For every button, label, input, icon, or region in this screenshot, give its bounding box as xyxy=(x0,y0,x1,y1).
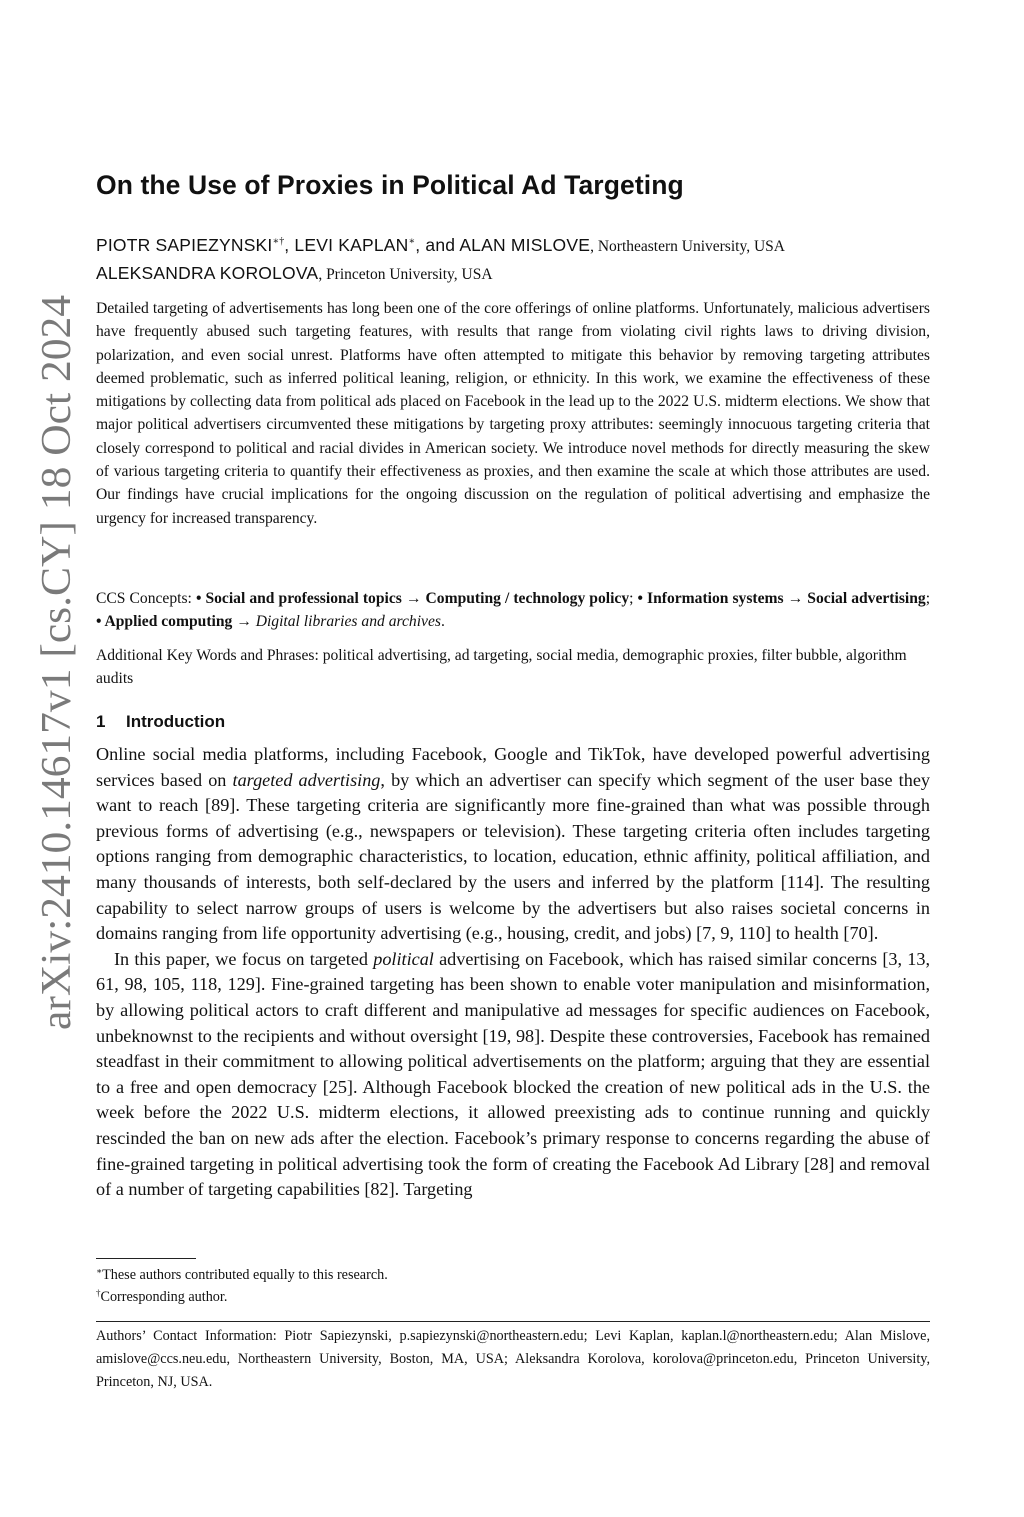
ccs-label: CCS Concepts: xyxy=(96,590,196,607)
contact-rule xyxy=(96,1321,930,1322)
author-affiliation: , Princeton University, USA xyxy=(318,266,493,283)
section-heading xyxy=(96,712,225,732)
ccs-concepts xyxy=(96,587,930,634)
author-separator: , and xyxy=(415,235,460,255)
ccs-arrow: → xyxy=(783,590,808,607)
ccs-end: . xyxy=(440,613,445,631)
author-marks: ∗ xyxy=(408,236,416,247)
author-name: ALAN MISLOVE xyxy=(459,235,591,255)
paragraph-text: In this paper, we focus on targeted xyxy=(114,948,374,969)
author-line-1 xyxy=(96,232,930,260)
section-title: Introduction xyxy=(126,712,226,731)
author-marks: ∗† xyxy=(272,236,285,247)
paragraph xyxy=(96,947,930,1203)
paragraph-emphasis: political xyxy=(373,948,434,969)
author-separator: , xyxy=(284,235,295,255)
author-affiliation: , Northeastern University, USA xyxy=(590,238,785,255)
footnote-rule xyxy=(96,1258,196,1259)
arxiv-identifier-stamp xyxy=(20,290,90,1050)
footnote xyxy=(96,1286,930,1308)
footnotes xyxy=(96,1264,930,1308)
abstract: Detailed targeting of advertisements has long been one of the core offerings of online platforms. Unfortunately, malicious advertisers have frequently abused such targeting features, with results that range from violating civil rights laws to driving division, polarization, and even social unrest. Platforms have often attempted to mitigate this behavior by removing targeting attributes deemed problematic, such as inferred political leaning, religion, or ethnicity. In this work, we examine the effectiveness of these mitigations by collecting data from political ads placed on Facebook in the lead up to the 2022 U.S. midterm elections. We show that major political advertisers circumvented these mitigations by targeting proxy attributes: seemingly innocuous targeting criteria that closely correspond to political and racial divides in American society. We introduce novel methods for directly measuring the skew of various targeting criteria to quantify their effectiveness as proxies, and then examine the scale at which those attributes are used. Our findings have crucial implications for the ongoing discussion on the regulation of political advertising and emphasize the urgency for increased transparency. xyxy=(96,300,930,527)
footnote-text: These authors contributed equally to this research. xyxy=(102,1267,388,1283)
ccs-term: • Information systems xyxy=(637,590,784,607)
author-name: ALEKSANDRA KOROLOVA xyxy=(96,263,319,283)
section-number: 1 xyxy=(96,712,106,731)
paragraph xyxy=(96,742,930,947)
ccs-term: • Applied computing xyxy=(96,613,233,631)
ccs-term-italic: Digital libraries and archives xyxy=(255,613,441,631)
footnote-mark: † xyxy=(96,1288,101,1298)
paragraph-text: Online social media platforms, including Facebook, Google and TikTok, have developed powerful advertising services based on xyxy=(96,744,930,790)
paragraph-text: , by which an advertiser can specify which segment of the user base they want to reach [89]. These targeting criteria are significantly more fine-grained than what was possible through previous forms of advertising (e.g., newspapers or television). These targeting criteria often includes targeting options ranging from demographic characteristics, to location, education, ethnic affinity, political affiliation, and many thousands of interests, both self-declared by the users and inferred by the platform [114]. The resulting capability to select narrow groups of users is welcome by the advertisers but also raises societal concerns in domains ranging from life opportunity advertising (e.g., housing, credit, and jobs) [7, 9, 110] to health [70]. xyxy=(96,769,930,944)
keywords: Additional Key Words and Phrases: political advertising, ad targeting, social media, demographic proxies, filter bubble, algorithm audits xyxy=(96,647,907,688)
paragraph-emphasis: targeted advertising xyxy=(232,769,381,790)
ccs-separator: ; xyxy=(925,590,931,607)
ccs-term: • Social and professional topics xyxy=(195,590,402,607)
footnote-text: Corresponding author. xyxy=(100,1289,228,1305)
paper-title: On the Use of Proxies in Political Ad Targeting xyxy=(96,170,684,200)
ccs-separator: ; xyxy=(629,590,638,607)
author-name: LEVI KAPLAN xyxy=(294,235,409,255)
ccs-arrow: → xyxy=(232,613,256,631)
footnote-mark: ∗ xyxy=(96,1266,103,1276)
author-name: PIOTR SAPIEZYNSKI xyxy=(96,235,273,255)
ccs-term: Social advertising xyxy=(807,590,926,607)
arxiv-stamp-text: arXiv:2410.14617v1 [cs.CY] 18 Oct 2024 xyxy=(34,320,80,1030)
author-line-2 xyxy=(96,260,930,288)
paragraph-text: advertising on Facebook, which has raised similar concerns [3, 13, 61, 98, 105, 118, 129]. Fine-grained targeting has been shown to enable voter manipulation and misinformation, by allowing political actors to craft different and manipulative ad messages for specific audiences on Facebook, unbeknownst to the recipients and without oversight [19, 98]. Despite these controversies, Facebook has remained steadfast in their commitment to allowing political advertisements on the platform; arguing that they are essential to a free and open democracy [25]. Although Facebook blocked the creation of new political ads in the U.S. the week before the 2022 U.S. midterm elections, it allowed preexisting ads to continue running and quickly rescinded the ban on new ads after the election. Facebook’s primary response to concerns regarding the abuse of fine-grained targeting in political advertising took the form of creating the Facebook Ad Library [28] and removal of a number of targeting capabilities [82]. Targeting xyxy=(96,948,931,1200)
introduction-body xyxy=(96,742,930,1203)
ccs-arrow: → xyxy=(401,590,426,607)
footnote xyxy=(96,1264,930,1286)
ccs-term: Computing / technology policy xyxy=(425,590,630,607)
author-block xyxy=(96,232,930,288)
author-contact-information: Authors’ Contact Information: Piotr Sapiezynski, p.sapiezynski@northeastern.edu; Levi Kaplan, kaplan.l@northeastern.edu; Alan Mislove, amislove@ccs.neu.edu, Northeastern University, Boston, MA, USA; Aleksandra Korolova, korolova@princeton.edu, Princeton University, Princeton, NJ, USA. xyxy=(96,1328,930,1390)
arxiv-stamp-svg xyxy=(20,290,90,1050)
